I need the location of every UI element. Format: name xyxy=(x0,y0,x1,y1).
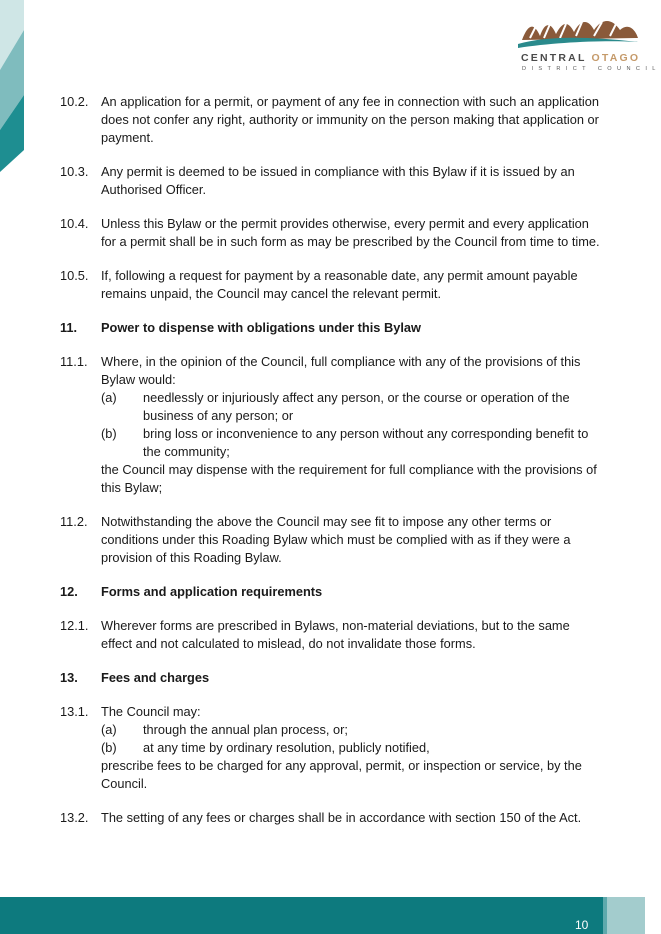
sub-item-letter: (b) xyxy=(101,426,117,441)
sub-item-text: needlessly or injuriously affect any person, or the course or operation of the business of any person; or xyxy=(143,390,570,423)
clause-number: 10.5. xyxy=(60,268,89,283)
section-heading-11 xyxy=(60,319,600,337)
clause-12-1 xyxy=(60,617,600,653)
clause-number: 10.3. xyxy=(60,164,89,179)
clause-intro: The Council may: xyxy=(101,704,201,719)
clause-number: 13.2. xyxy=(60,810,89,825)
clause-text: Unless this Bylaw or the permit provides otherwise, every permit and every application for a permit shall be in such form as may be prescribed by the Council from time to time. xyxy=(101,216,600,249)
clause-number: 12.1. xyxy=(60,618,89,633)
clause-number: 11.2. xyxy=(60,514,88,529)
clause-number: 11.1. xyxy=(60,354,88,369)
sub-item-text: bring loss or inconvenience to any person without any corresponding benefit to the community; xyxy=(143,426,589,459)
clause-number: 13.1. xyxy=(60,704,89,719)
clause-13-2 xyxy=(60,809,600,827)
logo-word-accent: OTAGO xyxy=(591,52,641,64)
clause-number: 10.4. xyxy=(60,216,89,231)
sub-item-letter: (a) xyxy=(101,390,117,405)
page-footer-band xyxy=(0,897,645,934)
sub-item xyxy=(101,425,600,461)
section-title: Forms and application requirements xyxy=(101,584,323,599)
clause-tail: prescribe fees to be charged for any approval, permit, or inspection or service, by the Council. xyxy=(101,758,582,791)
clause-text: An application for a permit, or payment of any fee in connection with such an application does not confer any right, authority or immunity on the person making that application or payment. xyxy=(101,94,599,145)
section-heading-13 xyxy=(60,669,600,687)
sub-item xyxy=(101,389,600,425)
sub-item-text: at any time by ordinary resolution, publicly notified, xyxy=(143,740,430,755)
section-number: 13. xyxy=(60,670,78,685)
document-body xyxy=(60,93,600,843)
clause-text: Any permit is deemed to be issued in compliance with this Bylaw if it is issued by an Authorised Officer. xyxy=(101,164,575,197)
sub-item xyxy=(101,721,600,739)
clause-text: Notwithstanding the above the Council may see fit to impose any other terms or conditions under this Roading Bylaw which must be complied with as if they were a provision of this Roading Bylaw. xyxy=(101,514,571,565)
sub-item xyxy=(101,739,600,757)
logo-word-main: CENTRAL xyxy=(521,52,587,64)
clause-text: If, following a request for payment by a reasonable date, any permit amount payable remains unpaid, the Council may cancel the relevant permit. xyxy=(101,268,578,301)
section-number: 11. xyxy=(60,320,78,335)
sub-item-text: through the annual plan process, or; xyxy=(143,722,348,737)
section-number: 12. xyxy=(60,584,78,599)
clause-10-3 xyxy=(60,163,600,199)
left-decorative-band xyxy=(0,0,24,180)
clause-number: 10.2. xyxy=(60,94,89,109)
clause-text: The setting of any fees or charges shall be in accordance with section 150 of the Act. xyxy=(101,810,582,825)
sub-item-letter: (b) xyxy=(101,740,117,755)
section-title: Fees and charges xyxy=(101,670,210,685)
clause-tail: the Council may dispense with the requirement for full compliance with the provisions of this Bylaw; xyxy=(101,462,597,495)
clause-11-2 xyxy=(60,513,600,567)
logo-wordmark xyxy=(521,52,640,64)
section-heading-12 xyxy=(60,583,600,601)
clause-10-2 xyxy=(60,93,600,147)
clause-10-5 xyxy=(60,267,600,303)
page-number: 10 xyxy=(575,918,589,932)
footer-light-block xyxy=(607,897,645,934)
clause-11-1 xyxy=(60,353,600,497)
clause-13-1 xyxy=(60,703,600,793)
clause-10-4 xyxy=(60,215,600,251)
section-title: Power to dispense with obligations under this Bylaw xyxy=(101,320,421,335)
sub-item-letter: (a) xyxy=(101,722,117,737)
logo-subtitle: DISTRICT COUNCIL xyxy=(522,66,661,72)
clause-intro: Where, in the opinion of the Council, full compliance with any of the provisions of this Bylaw would: xyxy=(101,354,581,387)
clause-text: Wherever forms are prescribed in Bylaws, non-material deviations, but to the same effect and not calculated to mislead, do not invalidate those forms. xyxy=(101,618,570,651)
